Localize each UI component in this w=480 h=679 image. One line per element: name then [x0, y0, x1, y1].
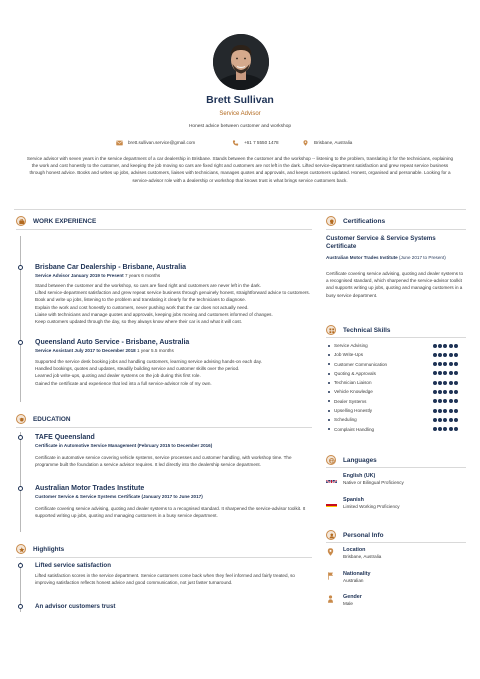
flag-icon [327, 572, 334, 580]
rating-dot [454, 399, 458, 403]
language-name: Spanish [343, 497, 364, 503]
timeline-dot [18, 265, 23, 270]
rating-dot [443, 353, 447, 357]
skill-name: Scheduling [334, 417, 357, 423]
skill-rating [433, 344, 459, 348]
candidate-tagline: Honest advice between customer and workshop [188, 124, 292, 129]
personal-label: Location [343, 547, 366, 553]
rating-dot [438, 371, 442, 375]
section-title-education: EDUCATION [33, 415, 71, 423]
skill-rating [433, 390, 459, 394]
rating-dot [449, 418, 453, 422]
rating-dot [443, 390, 447, 394]
bullet-icon [328, 345, 330, 347]
skill-item [326, 397, 466, 406]
skill-rating [433, 399, 459, 403]
skill-name: Job Write-Ups [334, 352, 364, 358]
skill-item [326, 387, 466, 396]
rating-dot [443, 418, 447, 422]
experience-bullet: Stand between the customer and the workshop, so cars are fixed right and customers are never left in the dark. [35, 283, 261, 288]
experience-bullet: Handled bookings, quotes and updates, steadily building service and customer skills over the period. [35, 366, 240, 372]
rating-dot [438, 381, 442, 385]
spain-flag-icon [326, 499, 337, 507]
certificate-icon [326, 216, 336, 226]
section-title-skills: Technical Skills [343, 326, 391, 334]
rating-dot [438, 418, 442, 422]
rating-dot [433, 371, 437, 375]
language-item [326, 473, 466, 487]
skills-list [326, 341, 466, 434]
timeline-dot [18, 435, 23, 440]
contact-bar [0, 139, 480, 147]
skill-rating [433, 353, 459, 357]
education-school: Australian Motor Trades Institute [35, 485, 145, 492]
skill-rating [433, 427, 459, 431]
bullet-icon [328, 419, 330, 421]
education-detail: Certificate in Automotive Service Management (February 2015 to December 2016) [35, 443, 213, 448]
experience-description [35, 358, 311, 387]
section-highlights [16, 544, 306, 554]
contact-phone[interactable] [232, 139, 279, 147]
rating-dot [454, 409, 458, 413]
contact-phone-text: +61 7 5550 1478 [244, 140, 279, 145]
experience-bullet: Liaise with technicians and manage quotes and approvals, keeping jobs moving and customers informed of changes. [35, 311, 273, 317]
rating-dot [443, 399, 447, 403]
experience-bullet: Supported the service desk booking jobs and handling customers, learning service advising hands-on each day. [35, 359, 262, 364]
experience-bullet: Book and write up jobs, listening to the problem and translating it clearly for the technicians to diagnose. [35, 297, 246, 303]
experience-bullet: Gained the certificate and experience that led into a full service-advisor role of my own. [35, 380, 212, 386]
skill-rating [433, 381, 459, 385]
skill-item [326, 378, 466, 387]
uk-flag-icon [326, 475, 337, 483]
section-title-experience: WORK EXPERIENCE [33, 217, 97, 225]
rating-dot [433, 344, 437, 348]
section-title-personal: Personal Info [343, 531, 384, 539]
rating-dot [438, 427, 442, 431]
contact-location [302, 139, 352, 147]
timeline-dot [18, 486, 23, 491]
rating-dot [454, 381, 458, 385]
skill-name: Vehicle Knowledge [334, 389, 373, 395]
rating-dot [443, 371, 447, 375]
location-pin-icon [327, 548, 334, 556]
rating-dot [438, 390, 442, 394]
education-description: Certificate covering service advising, quoting and dealer systems to a recognised standard. It sharpened the service-advisor toolkit. It supported writing up jobs, quoting and managing customers in a busy service department. [35, 506, 306, 519]
profile-summary: Service advisor with seven years in the service department of a car dealership in Brisbane. Stands between the customer and the workshop -- listening to the problem, translating it for the technicians, explaining the work and cost honestly to the customer, and keeping the job moving so cars are fixed right and customers are not left in the dark. Lifted service-department satisfaction and grew repeat service business through honest advice. Books and writes up jobs, advises customers, liaises with technicians, manages quotes and approvals, and keeps customers updated. Honest, organised and personable. Looking for a service-advisor role with a dealership or workshop that knows trust is what brings service customers back. [26, 156, 454, 183]
skill-item [326, 341, 466, 350]
rating-dot [443, 344, 447, 348]
header-divider [14, 209, 466, 210]
rating-dot [443, 362, 447, 366]
education-description: Certificate in automotive service covering vehicle systems, service processes and customer handling, with workshop time. The programme built the foundation a service advisor requires. It led directly into the dealership service department. [35, 455, 292, 468]
rating-dot [443, 381, 447, 385]
highlights-divider [16, 557, 312, 558]
candidate-role: Service Advisor [219, 111, 261, 117]
certification-issuer-name: Australian Motor Trades Institute [326, 255, 398, 260]
skill-rating [433, 371, 459, 375]
skill-rating [433, 409, 459, 413]
personal-item-gender [326, 594, 466, 608]
rating-dot [449, 409, 453, 413]
rating-dot [433, 381, 437, 385]
bullet-icon [328, 410, 330, 412]
bullet-icon [328, 363, 330, 365]
experience-description [35, 282, 311, 325]
experience-company: Queensland Auto Service - Brisbane, Australia [35, 339, 190, 346]
skill-item [326, 369, 466, 378]
experience-bullet: Learned job write-ups, quoting and dealer systems on the job during this first role. [35, 373, 201, 379]
experience-company: Brisbane Car Dealership - Brisbane, Australia [35, 264, 187, 271]
section-technical-skills [326, 325, 466, 335]
rating-dot [449, 362, 453, 366]
rating-dot [449, 381, 453, 385]
globe-icon [326, 455, 336, 465]
skill-rating [433, 362, 459, 366]
graduation-cap-icon [16, 414, 26, 424]
skill-name: Complaint Handling [334, 426, 375, 432]
certification-issuer [326, 254, 466, 261]
location-pin-icon [302, 140, 309, 146]
skill-item [326, 415, 466, 424]
skills-divider [326, 337, 466, 338]
timeline-dot [18, 604, 23, 609]
timeline-dot [18, 563, 23, 568]
skill-name: Technician Liaison [334, 380, 372, 386]
personal-item-nationality [326, 571, 466, 585]
rating-dot [454, 371, 458, 375]
language-level: Native or Bilingual Proficiency [343, 480, 404, 485]
experience-bullet: Explain the work and cost honestly to customers, never pushing work that the car does not actually need. [35, 304, 249, 310]
briefcase-icon [16, 216, 26, 226]
skill-item [326, 406, 466, 415]
skill-name: Service Advising [334, 343, 368, 348]
certification-description: Certificate covering service advising, quoting and dealer systems to a recognised standard, which sharpened the service-advisor toolkit and supports writing up jobs, quoting and managing customers in a busy service department. [326, 271, 464, 298]
personal-label: Gender [343, 594, 362, 600]
certifications-divider [326, 229, 466, 230]
certification-title: Customer Service & Service Systems Certificate [326, 235, 436, 250]
contact-email-text: brett.sullivan.service@gmail.com [128, 140, 196, 145]
language-level: Limited Working Proficiency [343, 504, 400, 509]
email-icon [116, 140, 123, 146]
rating-dot [433, 409, 437, 413]
rating-dot [433, 399, 437, 403]
experience-bullet: Keep customers updated through the day, so they always know where their car is and what it will cost. [35, 319, 242, 325]
experience-position-text: Service Assistant July 2017 to December 2018 [35, 348, 136, 353]
rating-dot [438, 399, 442, 403]
section-title-certifications: Certifications [343, 217, 386, 225]
section-personal-info [326, 530, 466, 540]
bullet-icon [328, 382, 330, 384]
rating-dot [449, 390, 453, 394]
experience-position [35, 273, 160, 278]
rating-dot [454, 390, 458, 394]
section-title-highlights: Highlights [33, 545, 65, 553]
user-icon [326, 530, 336, 540]
rating-dot [443, 427, 447, 431]
experience-divider [16, 229, 312, 230]
rating-dot [433, 418, 437, 422]
skill-name: Customer Communication [334, 361, 388, 367]
highlight-title: An advisor customers trust [35, 603, 116, 610]
languages-divider [326, 467, 466, 468]
section-title-languages: Languages [343, 456, 377, 464]
skill-item [326, 425, 466, 434]
rating-dot [454, 353, 458, 357]
personal-value: Brisbane, Australia [343, 554, 382, 559]
section-languages [326, 455, 466, 465]
rating-dot [454, 362, 458, 366]
rating-dot [449, 399, 453, 403]
bullet-icon [328, 428, 330, 430]
skill-rating [433, 418, 459, 422]
wrench-icon [326, 325, 336, 335]
skill-item [326, 350, 466, 359]
skill-item [326, 360, 466, 369]
personal-label: Nationality [343, 571, 371, 577]
candidate-name: Brett Sullivan [206, 94, 274, 106]
person-icon [327, 595, 334, 603]
experience-duration: 7 years 6 months [124, 273, 161, 278]
education-timeline [20, 432, 21, 532]
skill-name: Dealer Systems [334, 398, 367, 404]
bullet-icon [328, 400, 330, 402]
experience-duration: 1 year 5.5 months [136, 348, 174, 353]
rating-dot [454, 427, 458, 431]
bullet-icon [328, 354, 330, 356]
experience-bullet: Lifted service-department satisfaction and grew repeat service business through genuinely honest, straightforward advice to customers. [35, 290, 311, 296]
section-certifications [326, 216, 466, 226]
section-work-experience [16, 216, 306, 226]
profile-photo [213, 34, 269, 90]
certification-dates: (June 2017 to Present) [399, 255, 446, 260]
rating-dot [449, 371, 453, 375]
personal-value: Australian [343, 578, 364, 583]
experience-position-text: Service Advisor January 2019 to Present [35, 273, 124, 278]
rating-dot [433, 390, 437, 394]
rating-dot [438, 362, 442, 366]
language-name: English (UK) [343, 473, 376, 479]
rating-dot [454, 344, 458, 348]
rating-dot [449, 344, 453, 348]
timeline-dot [18, 340, 23, 345]
personal-item-location [326, 547, 466, 561]
skill-name: Upselling Honestly [334, 408, 373, 414]
language-item [326, 497, 466, 511]
star-icon [16, 544, 26, 554]
rating-dot [438, 353, 442, 357]
rating-dot [438, 409, 442, 413]
education-detail: Customer Service & Service Systems Certificate (January 2017 to June 2017) [35, 494, 203, 499]
rating-dot [433, 427, 437, 431]
experience-position [35, 348, 174, 353]
rating-dot [433, 362, 437, 366]
highlight-title: Lifted service satisfaction [35, 562, 111, 569]
rating-dot [449, 427, 453, 431]
section-education [16, 414, 306, 424]
contact-email[interactable] [116, 139, 195, 147]
skill-name: Quoting & Approvals [334, 370, 376, 376]
phone-icon [232, 140, 239, 146]
experience-timeline [20, 236, 21, 402]
education-school: TAFE Queensland [35, 434, 95, 441]
personal-value: Male [343, 601, 353, 606]
bullet-icon [328, 391, 330, 393]
rating-dot [433, 353, 437, 357]
education-divider [16, 427, 312, 428]
personal-divider [326, 542, 466, 543]
rating-dot [438, 344, 442, 348]
highlight-description: Lifted satisfaction scores in the service department. Service customers come back when they feel informed and fairly treated, so improving satisfaction reflects honest advice and good communication, not just faster turnaround. [35, 573, 295, 586]
rating-dot [449, 353, 453, 357]
rating-dot [454, 418, 458, 422]
contact-location-text: Brisbane, Australia [314, 140, 353, 145]
rating-dot [443, 409, 447, 413]
bullet-icon [328, 373, 330, 375]
